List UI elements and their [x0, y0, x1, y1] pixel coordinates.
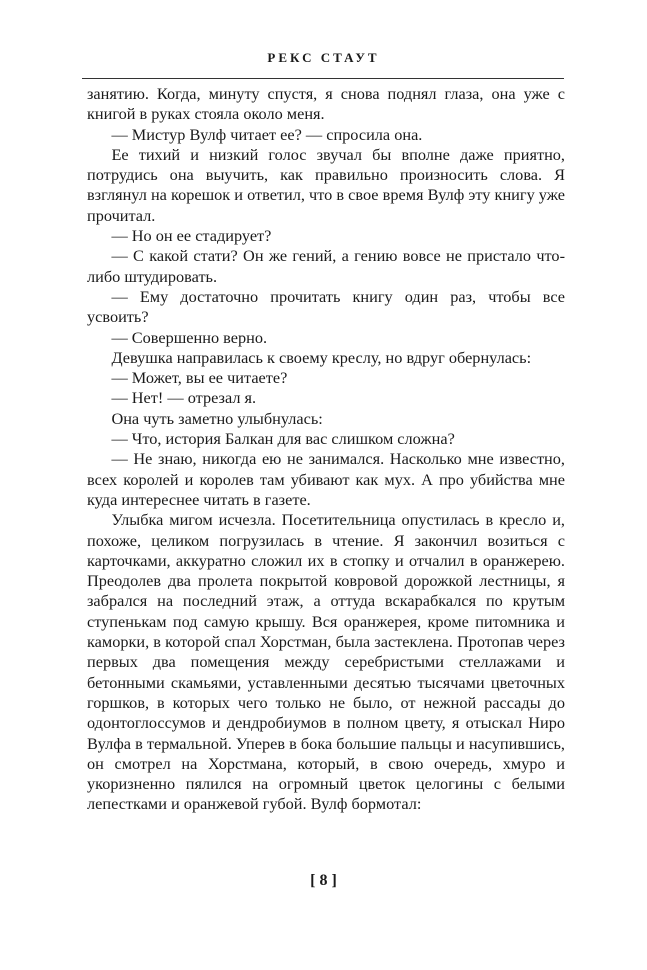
header-rule: [82, 78, 564, 79]
paragraph: — Но он ее стадирует?: [111, 226, 272, 246]
paragraph: — Может, вы ее читаете?: [111, 368, 288, 388]
body-text: [87, 84, 565, 815]
paragraph: — Мистур Вулф читает ее? — спросила она.: [111, 124, 423, 144]
paragraph: Ее тихий и низкий голос звучал бы вполне даже приятно, потрудись она выучить, как правильно произносить слова. Я взглянул на корешок и ответил, что в свое время Вулф эту книгу уже прочитал.: [87, 144, 565, 225]
running-head: РЕКС СТАУТ: [267, 50, 380, 65]
page-number: [ 8 ]: [310, 872, 337, 889]
paragraph: Улыбка мигом исчезла. Посетительница опустилась в кресло и, похоже, целиком погрузилась в чтение. Я закончил возиться с карточками, аккуратно сложил их в стопку и отчалил в оранжерею. Преодолев два пролета покрытой ковровой дорожкой лестницы, я забрался на последний этаж, а оттуда вскарабкался по крутым ступенькам под самую крышу. Вся оранжерея, кроме питомника и каморки, в которой спал Хорстман, была застеклена. Протопав через первых два помещения между серебристыми стеллажами и бетонными скамьями, уставленными десятью тысячами цветочных горшков, в которых чего только не было, от нежной рассады до одонтоглоссумов и дендробиумов в полном цвету, я отыскал Ниро Вулфа в термальной. Уперев в бока большие пальцы и насупившись, он смотрел на Хорстмана, который, в свою очередь, хмуро и укоризненно пялился на огромный цветок целогины с белыми лепестками и оранжевой губой. Вулф бормотал:: [87, 510, 565, 814]
paragraph: — Совершенно верно.: [111, 327, 268, 347]
paragraph: — С какой стати? Он же гений, а гению вовсе не пристало что-либо штудировать.: [87, 246, 565, 286]
paragraph: — Ему достаточно прочитать книгу один раз, чтобы все усвоить?: [87, 286, 565, 327]
paragraph: — Что, история Балкан для вас слишком сложна?: [111, 429, 455, 449]
paragraph: Девушка направилась к своему креслу, но вдруг обернулась:: [111, 347, 532, 367]
paragraph: — Нет! — отрезал я.: [111, 388, 257, 408]
paragraph: Она чуть заметно улыбнулась:: [111, 408, 323, 428]
paragraph: занятию. Когда, минуту спустя, я снова поднял глаза, она уже с книгой в руках стояла около меня.: [87, 84, 565, 124]
paragraph: — Не знаю, никогда ею не занимался. Насколько мне известно, всех королей и королев там убивают как мух. А про убийства мне куда интереснее читать в газете.: [87, 449, 565, 509]
